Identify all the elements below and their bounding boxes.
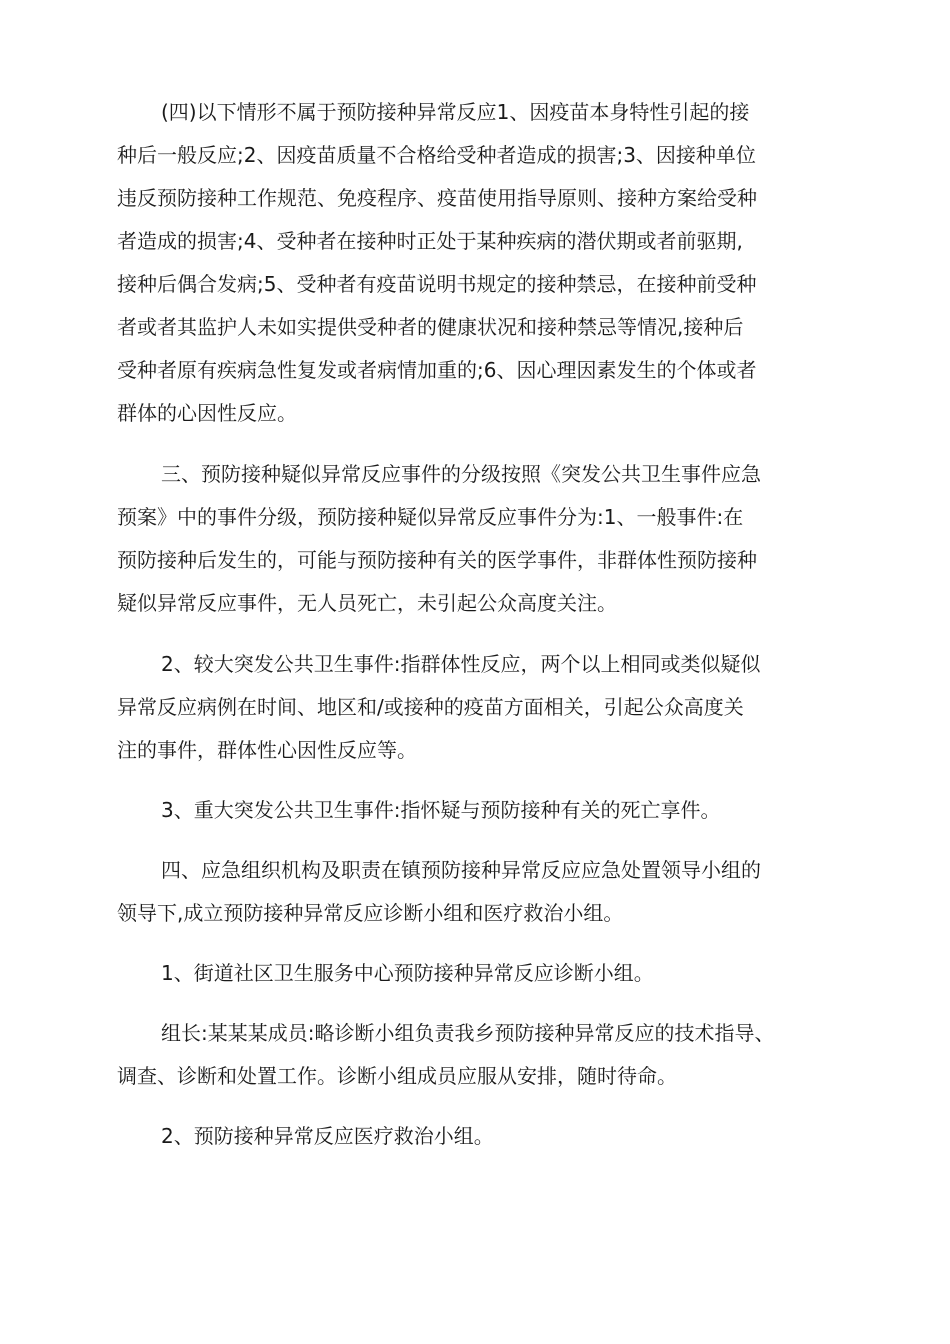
text-line: 种后一般反应;2、因疫苗质量不合格给受种者造成的损害;3、因接种单位 bbox=[117, 143, 756, 167]
text-line: 接种后偶合发病;5、受种者有疫苗说明书规定的接种禁忌，在接种前受种 bbox=[117, 272, 757, 296]
text-line: 领导下,成立预防接种异常反应诊断小组和医疗救治小组。 bbox=[117, 901, 624, 925]
text-line: 2、预防接种异常反应医疗救治小组。 bbox=[161, 1124, 494, 1148]
text-line: 四、应急组织机构及职责在镇预防接种异常反应应急处置领导小组的 bbox=[161, 858, 761, 882]
text-line: 三、预防接种疑似异常反应事件的分级按照《突发公共卫生事件应急 bbox=[161, 462, 761, 486]
text-line: 调查、诊断和处置工作。诊断小组成员应服从安排，随时待命。 bbox=[117, 1064, 677, 1088]
text-line: 预防接种后发生的，可能与预防接种有关的医学事件，非群体性预防接种 bbox=[117, 548, 757, 572]
text-line: 受种者原有疾病急性复发或者病情加重的;6、因心理因素发生的个体或者 bbox=[117, 358, 757, 382]
paragraph-diagnosis-group bbox=[117, 952, 837, 995]
text-line: 异常反应病例在时间、地区和/或接种的疫苗方面相关，引起公众高度关 bbox=[117, 695, 744, 719]
paragraph-event-grading bbox=[117, 453, 837, 625]
text-line: 违反预防接种工作规范、免疫程序、疫苗使用指导原则、接种方案给受种 bbox=[117, 186, 757, 210]
text-line: 1、街道社区卫生服务中心预防接种异常反应诊断小组。 bbox=[161, 961, 654, 985]
text-line: 群体的心因性反应。 bbox=[117, 401, 297, 425]
text-line: 3、重大突发公共卫生事件:指怀疑与预防接种有关的死亡享件。 bbox=[161, 798, 721, 822]
text-line: (四)以下情形不属于预防接种异常反应1、因疫苗本身特性引起的接 bbox=[161, 100, 750, 124]
paragraph-treatment-group bbox=[117, 1115, 837, 1158]
paragraph-major-event bbox=[117, 643, 837, 772]
text-line: 者或者其监护人未如实提供受种者的健康状况和接种禁忌等情况,接种后 bbox=[117, 315, 744, 339]
text-line: 2、较大突发公共卫生事件:指群体性反应，两个以上相同或类似疑似 bbox=[161, 652, 761, 676]
text-line: 者造成的损害;4、受种者在接种时正处于某种疾病的潜伏期或者前驱期, bbox=[117, 229, 743, 253]
text-line: 组长:某某某成员:略诊断小组负责我乡预防接种异常反应的技术指导、 bbox=[161, 1021, 775, 1045]
paragraph-serious-event bbox=[117, 789, 837, 832]
text-line: 预案》中的事件分级，预防接种疑似异常反应事件分为:1、一般事件:在 bbox=[117, 505, 744, 529]
paragraph-group-leader bbox=[117, 1012, 837, 1098]
paragraph-organization bbox=[117, 849, 837, 935]
text-line: 疑似异常反应事件，无人员死亡，未引起公众高度关注。 bbox=[117, 591, 617, 615]
text-line: 注的事件，群体性心因性反应等。 bbox=[117, 738, 417, 762]
paragraph-exclusions bbox=[117, 91, 837, 435]
